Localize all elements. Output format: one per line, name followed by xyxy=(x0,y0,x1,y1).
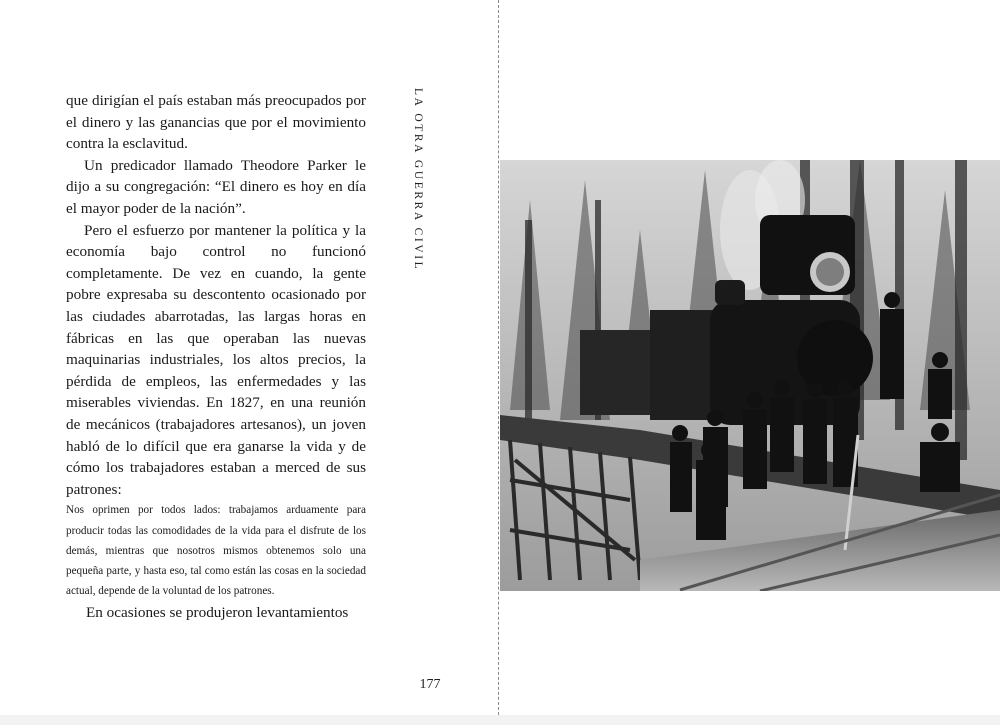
running-head xyxy=(412,88,442,272)
paragraph: Un predicador llamado Theodore Parker le dijo a su congregación: “El dinero es hoy en día el mayor poder de la nación”. xyxy=(66,156,366,217)
page-number: 177 xyxy=(419,677,441,692)
paragraph: En ocasiones se produjeron levantamientos xyxy=(86,603,349,621)
bottom-strip xyxy=(0,715,1000,725)
body-text xyxy=(66,90,366,623)
running-head-text: LA OTRA GUERRA CIVIL xyxy=(412,88,424,272)
locomotive-photo xyxy=(500,160,1000,591)
block-quote: Nos oprimen por todos lados: trabajamos arduamente para producir todas las comodidades de la vida para el disfrute de los demás, mientras que nosotros mismos obtenemos solo una pequeña parte, y hasta eso, tal como están las cosas en la sociedad actual, depende de la voluntad de los patrones. xyxy=(66,504,366,598)
photo-illustration xyxy=(500,160,1000,591)
paragraph: que dirigían el país estaban más preocupados por el dinero y las ganancias que por el movimiento contra la esclavitud. xyxy=(66,92,366,153)
right-page xyxy=(500,0,1000,725)
spine-divider xyxy=(498,0,499,725)
paragraph: Pero el esfuerzo por mantener la política y la economía bajo control no funcionó completamente. De vez en cuando, la gente pobre expresaba su descontento ocasionado por las ciudades abarrotadas, las largas horas en fábricas en las que operaban las nuevas maquinarias industriales, los altos precios, la pérdida de empleos, las enfermedades y las miserables viviendas. En 1827, en una reunión de mecánicos (trabajadores artesanos), un joven habló de lo difícil que era ganarse la vida y de cómo los trabajadores estaban a merced de sus patrones: xyxy=(66,221,366,498)
left-page xyxy=(0,0,498,725)
